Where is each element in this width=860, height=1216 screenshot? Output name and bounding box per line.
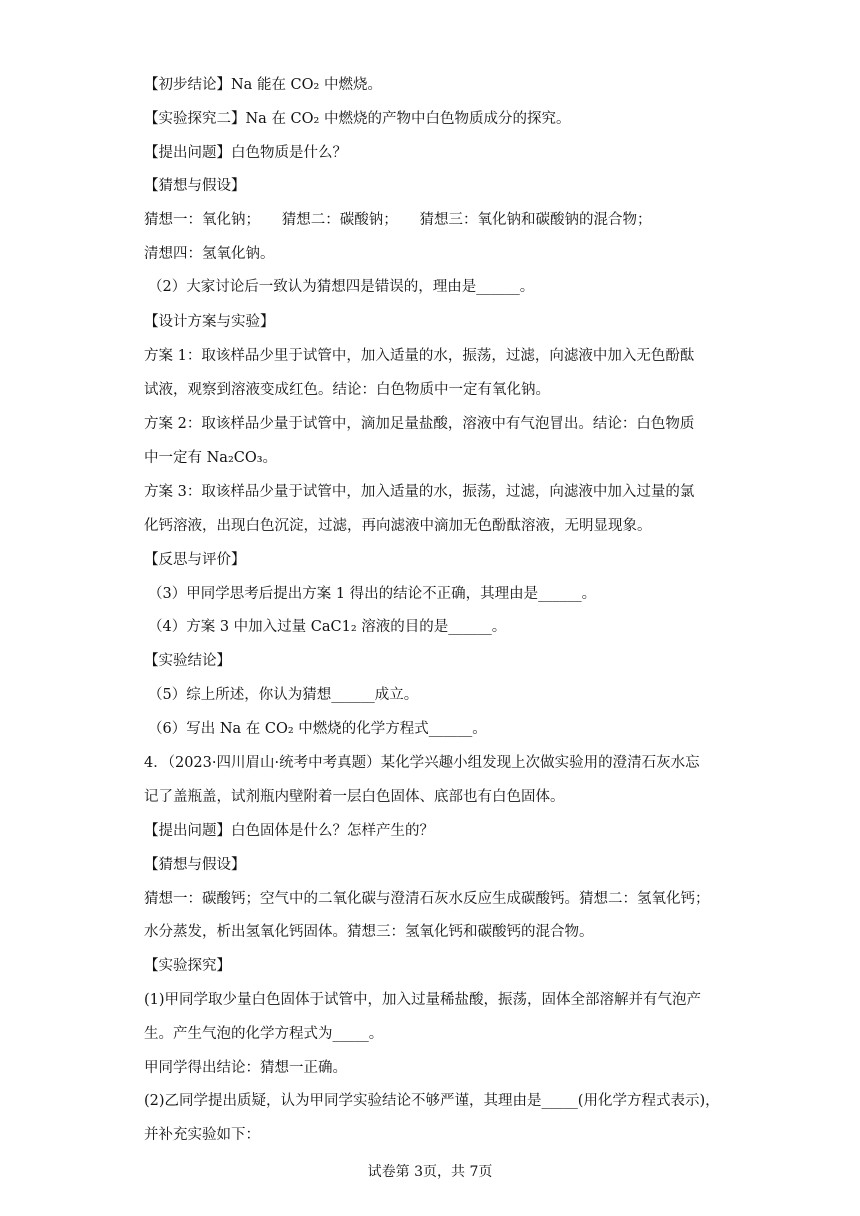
text-line: 中一定有 Na₂CO₃。 <box>144 450 278 466</box>
text-line: （4）方案 3 中加入过量 CaC1₂ 溶液的目的是______。 <box>148 619 507 635</box>
text-line: 【猜想与假设】 <box>144 857 246 873</box>
text-line: 【反思与评价】 <box>144 552 246 568</box>
text-line: (1)甲同学取少量白色固体于试管中，加入过量稀盐酸，振荡，固体全部溶解并有气泡产 <box>144 992 702 1008</box>
text-line: 【实验探究】 <box>144 958 231 974</box>
text-line: (2)乙同学提出质疑，认为甲同学实验结论不够严谨，其理由是_____(用化学方程式表示)， <box>144 1093 720 1109</box>
text-line: 并补充实验如下： <box>144 1127 260 1143</box>
text-line: 方案 1：取该样品少里于试管中，加入适量的水，振荡，过滤，向滤液中加入无色酚酞 <box>144 348 695 364</box>
text-line: 【提出问题】白色物质是什么？ <box>144 145 347 161</box>
text-line: 猜想一：碳酸钙；空气中的二氧化碳与澄清石灰水反应生成碳酸钙。猜想二：氢氧化钙； <box>144 891 710 907</box>
text-line: 记了盖瓶盖，试剂瓶内壁附着一层白色固体、底部也有白色固体。 <box>144 789 565 805</box>
text-line: （6）写出 Na 在 CO₂ 中燃烧的化学方程式______。 <box>148 721 487 737</box>
text-line: 【实验结论】 <box>144 653 231 669</box>
text-line: 方案 2：取该样品少量于试管中，滴加足量盐酸，溶液中有气泡冒出。结论：白色物质 <box>144 416 695 432</box>
text-line: 【初步结论】Na 能在 CO₂ 中燃烧。 <box>144 77 382 93</box>
text-line: （5）综上所述，你认为猜想______成立。 <box>148 687 419 703</box>
text-line: 【设计方案与实验】 <box>144 314 275 330</box>
text-line: 生。产生气泡的化学方程式为_____。 <box>144 1026 384 1042</box>
text-line: 清想四：氢氧化钠。 <box>144 246 275 262</box>
text-line: （3）甲同学思考后提出方案 1 得出的结论不正确，其理由是______。 <box>148 586 597 602</box>
text-line: 方案 3：取该样品少量于试管中，加入适量的水，振荡，过滤，向滤液中加入过量的氯 <box>144 484 695 500</box>
text-line: 猜想一：氧化钠； 猜想二：碳酸钠； 猜想三：氧化钠和碳酸钠的混合物； <box>144 212 652 228</box>
text-line: 甲同学得出结论：猜想一正确。 <box>144 1060 347 1076</box>
page-footer: 试卷第 3页，共 7页 <box>367 1164 493 1180</box>
text-line: 化钙溶液，出现白色沉淀，过滤，再向滤液中滴加无色酚酞溶液，无明显现象。 <box>144 518 652 534</box>
text-line: 4．（2023·四川眉山·统考中考真题）某化学兴趣小组发现上次做实验用的澄清石灰水忘 <box>144 755 700 771</box>
text-line: （2）大家讨论后一致认为猜想四是错误的，理由是______。 <box>148 279 535 295</box>
text-line: 【提出问题】白色固体是什么？怎样产生的？ <box>144 823 434 839</box>
text-line: 水分蒸发，析出氢氧化钙固体。猜想三：氢氧化钙和碳酸钙的混合物。 <box>144 924 594 940</box>
text-line: 试液，观察到溶液变成红色。结论：白色物质中一定有氧化钠。 <box>144 382 550 398</box>
text-line: 【实验探究二】Na 在 CO₂ 中燃烧的产物中白色物质成分的探究。 <box>144 111 571 127</box>
text-line: 【猜想与假设】 <box>144 178 246 194</box>
